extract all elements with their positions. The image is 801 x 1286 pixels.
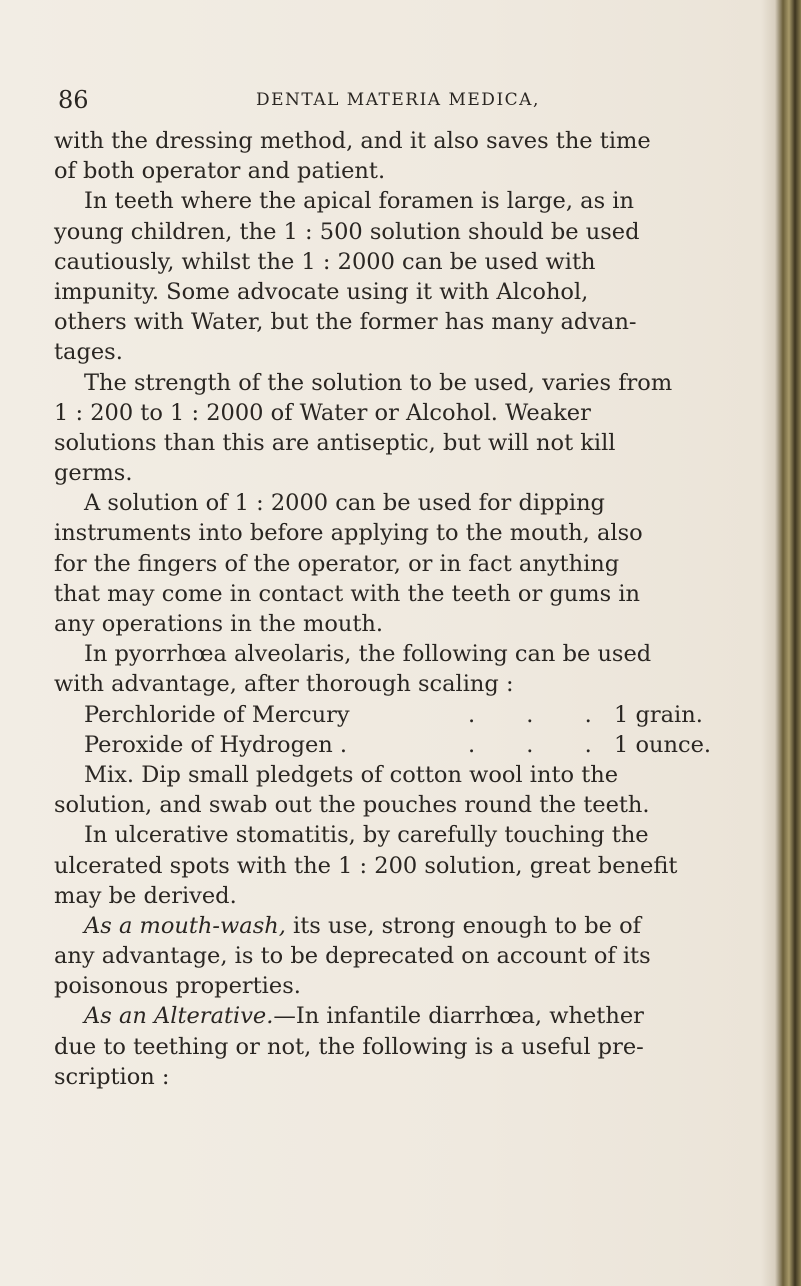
text-line: may be derived.	[54, 882, 237, 909]
page-number: 86	[58, 86, 89, 114]
text-line: poisonous properties.	[54, 973, 301, 1000]
text-line: In ulcerative stomatitis, by carefully touching the	[84, 822, 649, 849]
text-line: Mix. Dip small pledgets of cotton wool into the	[84, 761, 619, 788]
text-line	[54, 1001, 744, 1031]
text-line: with advantage, after thorough scaling :	[54, 671, 514, 698]
ingredient-quantity: 1 grain.	[614, 701, 703, 728]
text-line: cautiously, whilst the 1 : 2000 can be used with	[54, 248, 596, 275]
text-line: young children, the 1 : 500 solution should be used	[54, 218, 640, 245]
page-edge-shadow	[761, 0, 801, 1286]
leader-dots: . . .	[468, 731, 614, 758]
ingredient-name: Perchloride of Mercury	[84, 701, 350, 728]
text-line: any advantage, is to be deprecated on account of its	[54, 943, 651, 970]
italic-heading: As a mouth-wash,	[84, 912, 286, 939]
text-line: solutions than this are antiseptic, but will not kill	[54, 429, 616, 456]
text-line: any operations in the mouth.	[54, 611, 384, 637]
text-line: A solution of 1 : 2000 can be used for dipping	[84, 490, 605, 517]
text-line: In pyorrhœa alveolaris, the following can be used	[84, 641, 652, 668]
text-line: others with Water, but the former has many advan-	[54, 309, 637, 336]
text-run: its use, strong enough to be of	[285, 912, 641, 939]
page-header	[58, 86, 738, 116]
text-line: germs.	[54, 460, 133, 487]
text-line: The strength of the solution to be used, varies from	[84, 369, 673, 396]
running-title: DENTAL MATERIA MEDICA,	[256, 90, 540, 110]
text-line: impunity. Some advocate using it with Alcohol,	[54, 278, 589, 305]
text-line: with the dressing method, and it also saves the time	[54, 128, 651, 154]
prescription-row	[54, 700, 744, 730]
italic-heading: As an Alterative.	[84, 1003, 274, 1030]
text-line	[54, 911, 744, 941]
text-line: of both operator and patient.	[54, 158, 386, 185]
text-line: scription :	[54, 1063, 170, 1090]
text-line: solution, and swab out the pouches round the teeth.	[54, 792, 650, 819]
text-line: for the fingers of the operator, or in fact anything	[54, 550, 620, 577]
text-line: tages.	[54, 339, 123, 366]
prescription-row	[54, 730, 744, 760]
body-text	[54, 126, 744, 1092]
text-line: 1 : 200 to 1 : 2000 of Water or Alcohol. Weaker	[54, 399, 591, 426]
text-line: that may come in contact with the teeth or gums in	[54, 580, 640, 607]
ingredient-name: Peroxide of Hydrogen .	[84, 731, 348, 758]
text-line: ulcerated spots with the 1 : 200 solution, great benefit	[54, 852, 678, 879]
text-run: —In infantile diarrhœa, whether	[273, 1003, 644, 1030]
text-line: due to teething or not, the following is a useful pre-	[54, 1033, 644, 1060]
text-line: instruments into before applying to the mouth, also	[54, 520, 643, 547]
leader-dots: . . .	[468, 701, 614, 728]
text-line: In teeth where the apical foramen is large, as in	[84, 188, 634, 215]
ingredient-quantity: 1 ounce.	[614, 731, 712, 758]
